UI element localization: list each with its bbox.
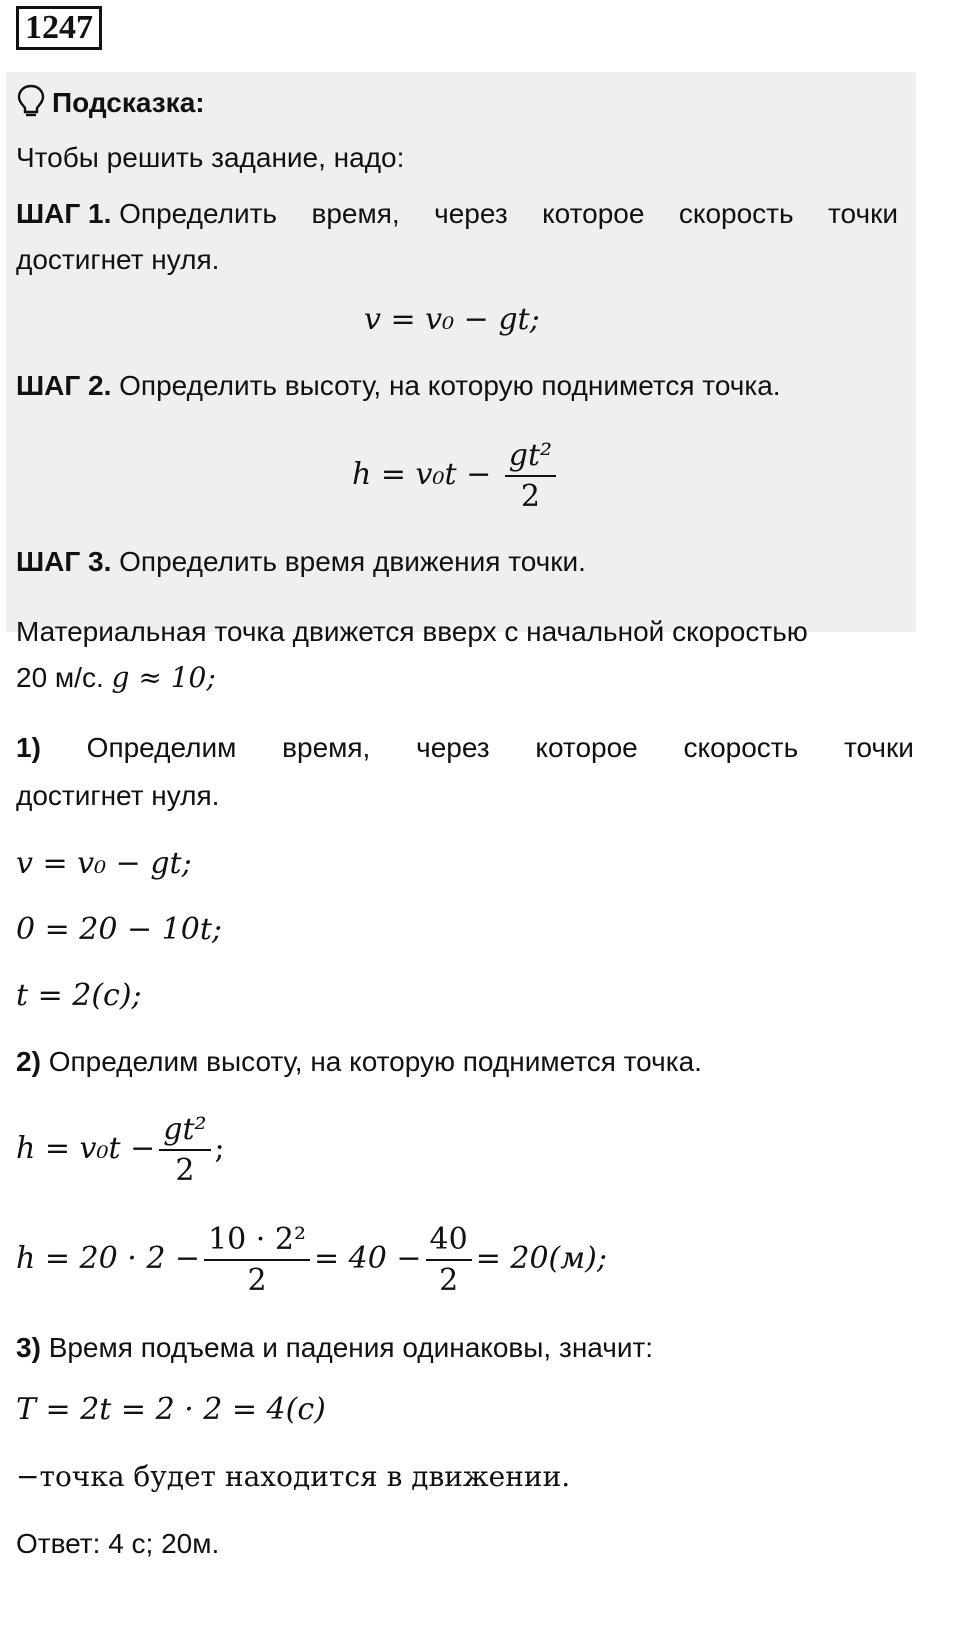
hint-step3 [16, 546, 586, 578]
solution-conclusion: −точка будет находится в движении. [16, 1460, 571, 1493]
equation-time: t = 2(с); [16, 978, 142, 1013]
hint-step2-text: Определить высоту, на которую поднимется точка. [119, 370, 781, 401]
solution-step2 [16, 1046, 702, 1078]
equation-height-fraction [159, 1112, 210, 1188]
hint-step3-label: ШАГ 3. [16, 546, 112, 577]
equation-height-end: ; [214, 1131, 225, 1166]
solution-step1-label: 1) [16, 732, 41, 763]
equation-height-calc [16, 1222, 607, 1298]
fraction-denominator: 2 [159, 1149, 210, 1188]
equation-height-lhs: h = v₀t − [16, 1131, 156, 1166]
task-number: 1247 [16, 6, 102, 50]
hint-step1-word: Определить [119, 198, 277, 229]
hint-step1-word: скорость [678, 198, 794, 229]
solution-step1-word: точки [843, 732, 914, 763]
equation-calc-part: = 20(м); [475, 1241, 607, 1276]
fraction-denominator: 2 [505, 475, 556, 514]
fraction-numerator: 40 [429, 1222, 468, 1257]
hint-formula-height [352, 438, 560, 514]
fraction-numerator: gt² [163, 1112, 207, 1147]
solution-step1-word: через [416, 732, 490, 763]
equation-velocity: v = v₀ − gt; [16, 846, 192, 881]
hint-step1-word: время, [311, 198, 400, 229]
hint-step1-line1 [16, 198, 898, 230]
solution-step2-label: 2) [16, 1046, 41, 1077]
hint-step2 [16, 370, 781, 402]
solution-step1-line2: достигнет нуля. [16, 780, 220, 811]
equation-height-formula [16, 1112, 225, 1188]
fraction-numerator: 10 · 2² [208, 1222, 306, 1257]
fraction-numerator: gt² [508, 438, 553, 473]
fraction-denominator: 2 [426, 1259, 472, 1298]
hint-intro: Чтобы решить задание, надо: [16, 142, 405, 173]
solution-step3 [16, 1332, 653, 1364]
problem-speed: 20 м/с. [16, 662, 104, 693]
solution-step1-word: Определим [86, 732, 237, 763]
solution-step1-word: которое [535, 732, 638, 763]
lightbulb-icon [16, 84, 46, 125]
solution-step3-label: 3) [16, 1332, 41, 1363]
solution-step2-text: Определим высоту, на которую поднимется точка. [48, 1046, 702, 1077]
hint-formula2-lhs: h = v₀t − [352, 457, 492, 492]
hint-step1-line2: достигнет нуля. [16, 244, 220, 275]
hint-step3-text: Определить время движения точки. [119, 546, 586, 577]
equation-calc-fraction-1 [204, 1222, 310, 1298]
equation-substituted: 0 = 20 − 10t; [16, 912, 223, 947]
hint-step1-word: через [434, 198, 508, 229]
hint-step2-label: ШАГ 2. [16, 370, 112, 401]
hint-formula2-fraction [505, 438, 556, 514]
solution-step1-line1 [16, 732, 914, 764]
hint-title-row [16, 84, 205, 125]
hint-title: Подсказка: [52, 86, 205, 118]
hint-step1-label: ШАГ 1. [16, 198, 112, 229]
hint-formula-velocity: v = v₀ − gt; [364, 302, 540, 337]
hint-step1-word: точки [828, 198, 898, 229]
problem-gravity: g ≈ 10; [111, 661, 216, 694]
equation-calc-part: = 40 − [313, 1241, 422, 1276]
problem-line1: Материальная точка движется вверх с начальной скоростью [16, 616, 808, 647]
problem-line2 [16, 662, 216, 694]
solution-step3-text: Время подъема и падения одинаковы, значит: [48, 1332, 654, 1363]
solution-step1-word: время, [282, 732, 371, 763]
solution-step1-word: скорость [683, 732, 799, 763]
equation-calc-part: h = 20 · 2 − [16, 1241, 201, 1276]
equation-total-time: T = 2t = 2 · 2 = 4(с) [16, 1392, 326, 1427]
answer: Ответ: 4 с; 20м. [16, 1528, 220, 1559]
fraction-denominator: 2 [204, 1259, 310, 1298]
equation-calc-fraction-2 [426, 1222, 472, 1298]
hint-step1-word: которое [542, 198, 645, 229]
